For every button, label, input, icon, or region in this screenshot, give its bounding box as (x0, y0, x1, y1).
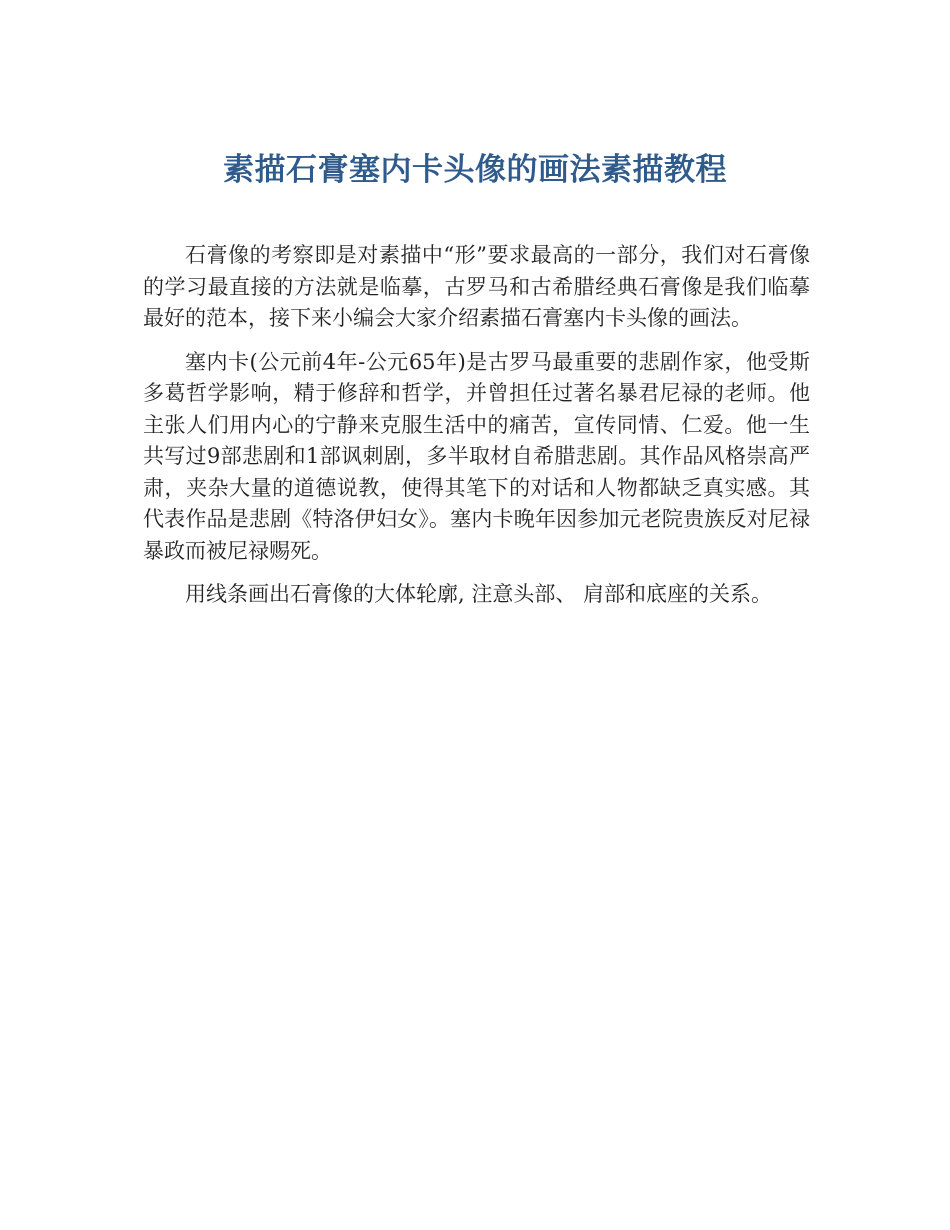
document-body (143, 240, 810, 623)
paragraph-intro: 石膏像的考察即是对素描中“形”要求最高的一部分，我们对石膏像的学习最直接的方法就是临摹，古罗马和古希腊经典石膏像是我们临摹最好的范本，接下来小编会大家介绍素描石膏塞内卡头像的画法。 (143, 243, 810, 330)
paragraph-seneca-bio: 塞内卡(公元前4年-公元65年)是古罗马最重要的悲剧作家，他受斯多葛哲学影响，精于修辞和哲学，并曾担任过著名暴君尼禄的老师。他主张人们用内心的宁静来克服生活中的痛苦，宣传同情、仁爱。他一生共写过9部悲剧和1部讽刺剧，多半取材自希腊悲剧。其作品风格崇高严肃，夹杂大量的道德说教，使得其笔下的对话和人物都缺乏真实感。其代表作品是悲剧《特洛伊妇女》。塞内卡晚年因参加元老院贵族反对尼禄暴政而被尼禄赐死。 (143, 349, 810, 563)
document-title: 素描石膏塞内卡头像的画法素描教程 (223, 152, 727, 188)
paragraph-step-outline: 用线条画出石膏像的大体轮廓, 注意头部、 肩部和底座的关系。 (185, 582, 773, 606)
